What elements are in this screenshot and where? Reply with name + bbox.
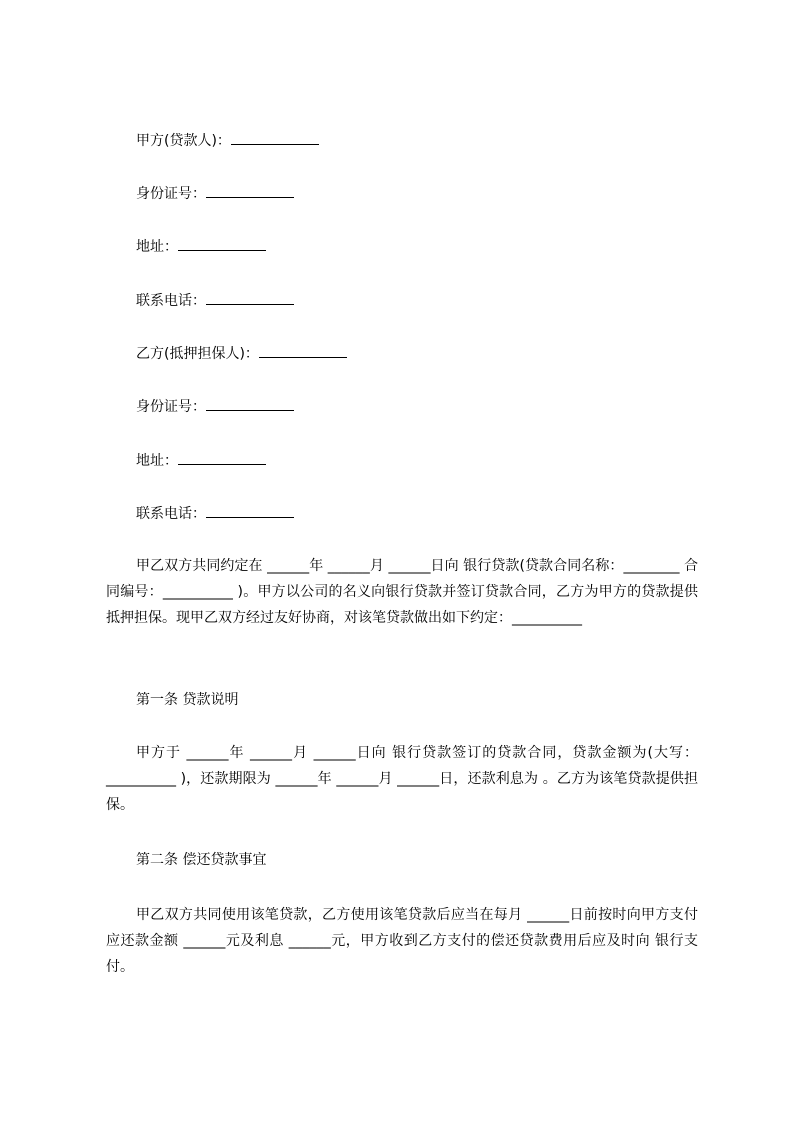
- party-b-field: [136, 344, 347, 364]
- article-2-heading: 第二条 偿还贷款事宜: [136, 852, 267, 868]
- party-a-id-blank[interactable]: [206, 184, 294, 198]
- article-1-heading: 第一条 贷款说明: [136, 692, 239, 708]
- party-a-address-field: [136, 237, 266, 257]
- party-b-phone-field: [136, 504, 294, 524]
- party-b-id-blank[interactable]: [206, 397, 294, 411]
- article-2-body: 甲乙双方共同使用该笔贷款，乙方使用该笔贷款后应当在每月 ______日前按时向甲方支付应还款金额 ______元及利息 ______元，甲方收到乙方支付的偿还贷款费用后应及时向 银行支付。: [106, 907, 698, 975]
- party-a-phone-blank[interactable]: [206, 291, 294, 305]
- party-b-phone-label: 联系电话：: [136, 506, 206, 522]
- party-a-address-label: 地址：: [136, 239, 178, 255]
- party-b-address-field: [136, 451, 266, 471]
- party-b-label: 乙方(抵押担保人)：: [136, 346, 259, 362]
- party-a-address-blank[interactable]: [178, 237, 266, 251]
- party-a-field: [136, 131, 319, 151]
- party-a-label: 甲方(贷款人)：: [136, 133, 231, 149]
- party-a-phone-field: [136, 291, 294, 311]
- party-a-phone-label: 联系电话：: [136, 293, 206, 309]
- preamble-paragraph: 甲乙双方共同约定在 ______年 ______月 ______日向 银行贷款(贷款合同名称：________ 合同编号：__________ )。甲方以公司的名义向银行贷款并签订贷款合同，乙方为甲方的贷款提供抵押担保。现甲乙双方经过友好协商，对该笔贷款做出如下约定：__________: [106, 558, 698, 626]
- party-b-id-label: 身份证号：: [136, 399, 206, 415]
- party-b-address-blank[interactable]: [178, 451, 266, 465]
- party-a-id-field: [136, 184, 294, 204]
- party-b-phone-blank[interactable]: [206, 504, 294, 518]
- party-a-blank[interactable]: [231, 131, 319, 145]
- party-b-address-label: 地址：: [136, 453, 178, 469]
- party-b-id-field: [136, 397, 294, 417]
- party-b-blank[interactable]: [259, 344, 347, 358]
- article-1-body: 甲方于 ______年 ______月 ______日向 银行贷款签订的贷款合同，贷款金额为(大写：__________ )，还款期限为 ______年 ______月 ______日，还款利息为 。乙方为该笔贷款提供担保。: [106, 745, 698, 813]
- party-a-id-label: 身份证号：: [136, 186, 206, 202]
